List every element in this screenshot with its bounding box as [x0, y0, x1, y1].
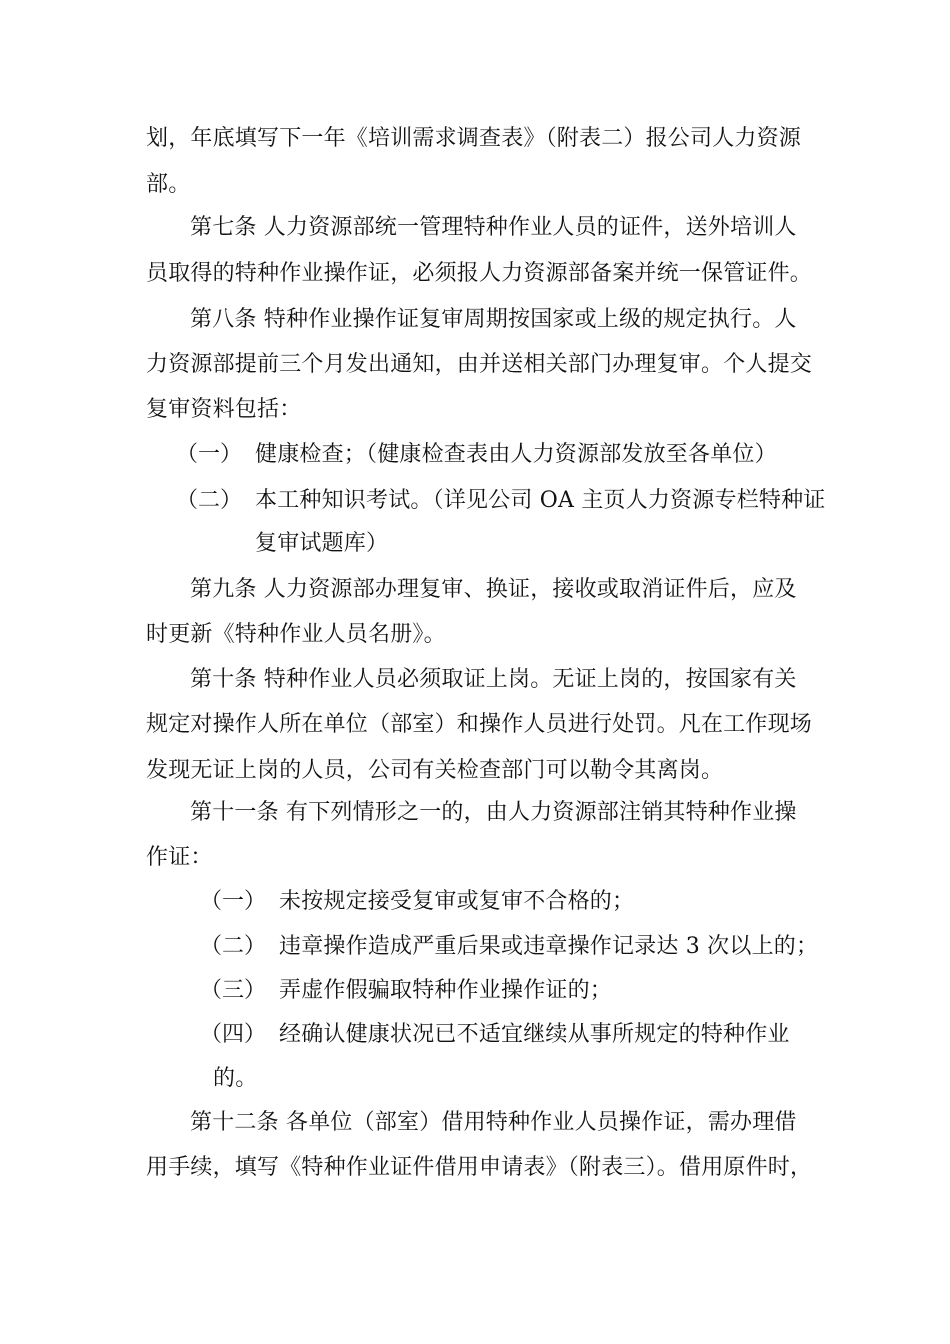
article-9: 第九条 人力资源部办理复审、换证，接收或取消证件后，应及 [190, 577, 797, 602]
text-line: 划，年底填写下一年《培训需求调查表》（附表二）报公司人力资源 [146, 126, 802, 151]
text-line: 员取得的特种作业操作证，必须报人力资源部备案并统一保管证件。 [146, 261, 813, 286]
text-line: 时更新《特种作业人员名册》。 [146, 622, 446, 647]
list-item: 弄虚作假骗取特种作业操作证的； [279, 978, 613, 1003]
list-item: 违章操作造成严重后果或违章操作记录达 3 次以上的； [279, 934, 819, 959]
item-number: （一） [200, 889, 267, 914]
text-line: 力资源部提前三个月发出通知，由并送相关部门办理复审。个人提交 [146, 352, 813, 377]
list-item: 本工种知识考试。（详见公司 OA 主页人力资源专栏特种证 [255, 488, 826, 513]
list-item-continuation: 复审试题库） [255, 531, 389, 556]
text-line: 用手续，填写《特种作业证件借用申请表》（附表三）。借用原件时， [146, 1155, 813, 1180]
article-7: 第七条 人力资源部统一管理特种作业人员的证件，送外培训人 [190, 215, 797, 240]
list-item: 健康检查；（健康检查表由人力资源部发放至各单位） [255, 442, 777, 467]
item-number: （二） [176, 488, 243, 513]
article-10: 第十条 特种作业人员必须取证上岗。无证上岗的，按国家有关 [190, 667, 797, 692]
item-number: （二） [200, 934, 267, 959]
text-line: 规定对操作人所在单位（部室）和操作人员进行处罚。凡在工作现场 [146, 712, 813, 737]
list-item: 未按规定接受复审或复审不合格的； [279, 889, 635, 914]
article-8: 第八条 特种作业操作证复审周期按国家或上级的规定执行。人 [190, 307, 797, 332]
item-number: （一） [176, 442, 243, 467]
item-number: （四） [200, 1022, 267, 1047]
list-item-continuation: 的。 [213, 1066, 258, 1091]
item-number: （三） [200, 978, 267, 1003]
text-line: 部。 [146, 172, 191, 197]
text-line: 作证： [146, 845, 213, 870]
article-11: 第十一条 有下列情形之一的，由人力资源部注销其特种作业操 [190, 800, 797, 825]
list-item: 经确认健康状况已不适宜继续从事所规定的特种作业 [279, 1022, 790, 1047]
text-line: 发现无证上岗的人员，公司有关检查部门可以勒令其离岗。 [146, 758, 724, 783]
text-line: 复审资料包括： [146, 397, 302, 422]
article-12: 第十二条 各单位（部室）借用特种作业人员操作证，需办理借 [190, 1110, 797, 1135]
